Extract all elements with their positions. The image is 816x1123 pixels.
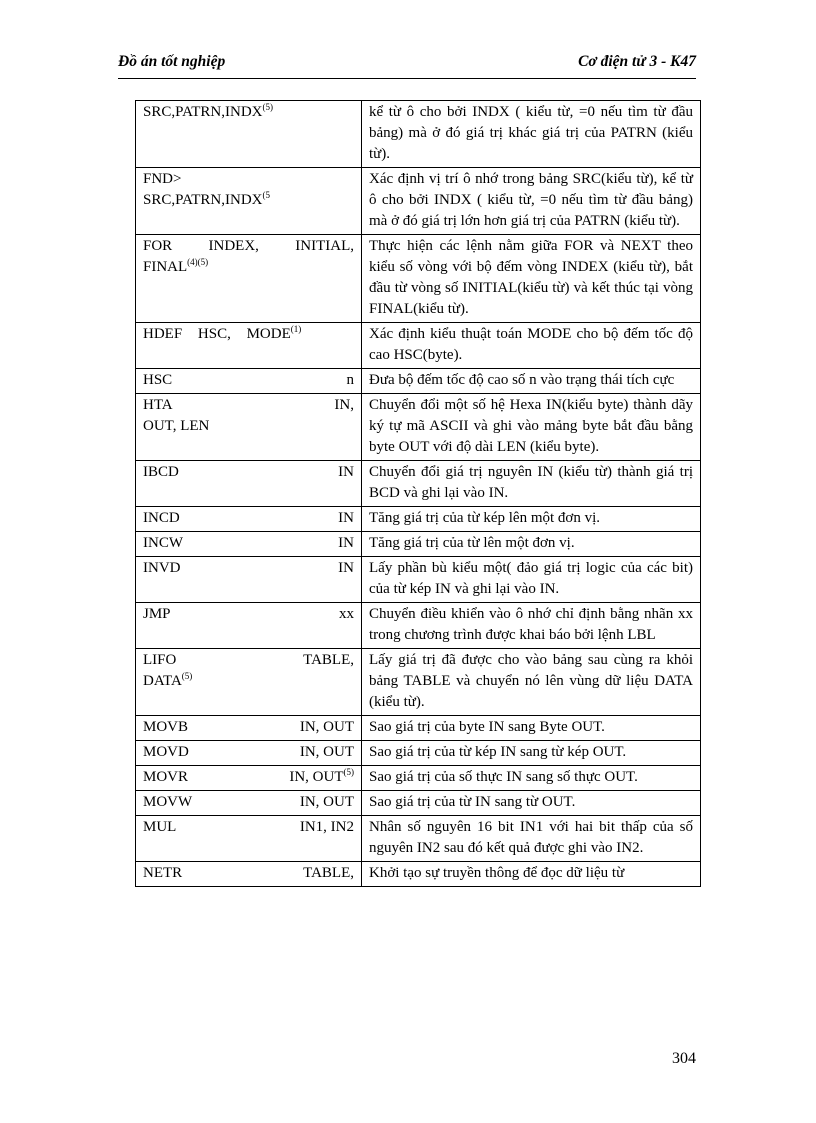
footnote-marker: (5) [343,767,354,777]
instruction-cell [136,557,362,603]
instruction-mnemonic: HDEF HSC, MODE [143,326,291,342]
instruction-line [143,650,354,671]
table-row [136,791,701,816]
instruction-line [143,817,354,838]
instruction-mnemonic: INVD [143,560,181,576]
description-cell: Nhân số nguyên 16 bit IN1 với hai bit thấp của số nguyên IN2 sau đó kết quả được ghi vào IN2. [362,816,701,862]
instruction-line [143,533,354,554]
instruction-cell [136,791,362,816]
instruction-operands: IN [338,510,354,526]
instruction-line [143,102,354,123]
instruction-operands: OUT, LEN [143,418,210,434]
description-cell: Tăng giá trị của từ kép lên một đơn vị. [362,507,701,532]
instruction-cell [136,716,362,741]
instruction-cell [136,603,362,649]
table-row [136,101,701,168]
instruction-line [143,792,354,813]
instruction-line [143,767,354,788]
description-cell: Sao giá trị của số thực IN sang số thực OUT. [362,766,701,791]
description-cell: Khởi tạo sự truyền thông để đọc dữ liệu từ [362,862,701,887]
table-row [136,603,701,649]
instruction-line [143,604,354,625]
instruction-cell [136,766,362,791]
table-row [136,716,701,741]
instruction-operands: IN [338,535,354,551]
instruction-line [143,671,354,692]
instruction-operands: n [346,372,354,388]
instruction-mnemonic: MOVW [143,794,193,810]
description-cell: kể từ ô cho bởi INDX ( kiểu từ, =0 nếu tìm từ đầu bảng) mà ở đó giá trị khác giá trị của PATRN (kiểu từ). [362,101,701,168]
instruction-cell [136,816,362,862]
instruction-cell [136,862,362,887]
instruction-operands: IN, [334,397,354,413]
description-cell: Xác định kiểu thuật toán MODE cho bộ đếm tốc độ cao HSC(byte). [362,323,701,369]
instruction-operands: FINAL [143,259,188,275]
table-row [136,557,701,603]
instruction-cell [136,649,362,716]
instruction-operands: IN [338,560,354,576]
instruction-line [143,462,354,483]
instruction-line [143,558,354,579]
footnote-marker: (5) [181,671,193,681]
header-left-title: Đồ án tốt nghiệp [118,53,226,70]
description-cell: Xác định vị trí ô nhớ trong bảng SRC(kiểu từ), kể từ ô cho bởi INDX ( kiểu từ, =0 nếu tìm từ đầu bảng) mà ở đó giá trị lớn hơn giá trị của PATRN (kiểu từ). [362,168,701,235]
instruction-cell [136,394,362,461]
description-cell: Chuyển đổi giá trị nguyên IN (kiểu từ) thành giá trị BCD và ghi lại vào IN. [362,461,701,507]
instruction-table [135,100,701,887]
description-cell: Sao giá trị của byte IN sang Byte OUT. [362,716,701,741]
instruction-mnemonic: MOVD [143,744,189,760]
table-row [136,862,701,887]
instruction-operands: IN, OUT [289,769,344,785]
description-cell: Sao giá trị của từ IN sang từ OUT. [362,791,701,816]
table-row [136,235,701,323]
instruction-line [143,742,354,763]
instruction-cell [136,101,362,168]
page-header [118,50,696,79]
instruction-mnemonic: FOR INDEX, INITIAL, [143,238,354,254]
description-cell: Sao giá trị của từ kép IN sang từ kép OUT. [362,741,701,766]
instruction-cell [136,323,362,369]
instruction-mnemonic: MUL [143,819,177,835]
instruction-operands: DATA [143,673,182,689]
instruction-mnemonic: FND> [143,171,182,187]
instruction-operands: TABLE, [303,865,354,881]
instruction-operands: IN, OUT [299,719,354,735]
description-cell: Lấy giá trị đã được cho vào bảng sau cùng ra khỏi bảng TABLE và chuyển nó lên vùng dữ liệu DATA (kiểu từ). [362,649,701,716]
table-row [136,532,701,557]
footnote-marker: (1) [290,324,302,334]
instruction-operands: IN1, IN2 [299,819,354,835]
table-row [136,394,701,461]
instruction-cell [136,235,362,323]
instruction-cell [136,532,362,557]
table-row [136,323,701,369]
instruction-line [143,190,354,211]
instruction-mnemonic: NETR [143,865,183,881]
instruction-cell [136,461,362,507]
instruction-mnemonic: JMP [143,606,171,622]
footnote-marker: (4)(5) [187,257,209,267]
instruction-line [143,324,354,345]
table-row [136,649,701,716]
description-cell: Đưa bộ đếm tốc độ cao số n vào trạng thái tích cực [362,369,701,394]
instruction-line [143,395,354,416]
table-row [136,168,701,235]
instruction-mnemonic: LIFO [143,652,177,668]
instruction-line [143,169,354,190]
description-cell: Lấy phần bù kiểu một( đảo giá trị logic của các bit) của từ kép IN và ghi lại vào IN. [362,557,701,603]
instruction-mnemonic: IBCD [143,464,179,480]
description-cell: Tăng giá trị của từ lên một đơn vị. [362,532,701,557]
instruction-line [143,257,354,278]
header-right-title: Cơ điện tử 3 - K47 [578,53,696,70]
table-row [136,816,701,862]
page-number: 304 [672,1050,696,1067]
instruction-line [143,508,354,529]
instruction-line [143,717,354,738]
instruction-line [143,416,354,437]
description-cell: Chuyển điều khiển vào ô nhớ chỉ định bằng nhãn xx trong chương trình được khai báo bởi lệnh LBL [362,603,701,649]
instruction-operands: xx [339,606,354,622]
instruction-cell [136,741,362,766]
instruction-mnemonic: SRC,PATRN,INDX [143,104,263,120]
instruction-line [143,863,354,884]
table-row [136,369,701,394]
instruction-mnemonic: INCD [143,510,180,526]
instruction-operands: IN [338,464,354,480]
instruction-mnemonic: HTA [143,397,173,413]
description-cell: Chuyển đổi một số hệ Hexa IN(kiểu byte) thành dãy ký tự mã ASCII và ghi vào mảng byte bắt đầu bằng byte OUT với độ dài LEN (kiểu byte). [362,394,701,461]
instruction-cell [136,168,362,235]
footnote-marker: (5 [262,190,270,200]
instruction-operands: SRC,PATRN,INDX [143,192,263,208]
table-row [136,766,701,791]
instruction-operands: TABLE, [303,652,354,668]
table-row [136,461,701,507]
instruction-line [143,370,354,391]
table-row [136,741,701,766]
instruction-mnemonic: MOVB [143,719,189,735]
instruction-mnemonic: HSC [143,372,173,388]
instruction-line [143,236,354,257]
instruction-operands: IN, OUT [299,744,354,760]
footnote-marker: (5) [262,102,273,112]
instruction-cell [136,369,362,394]
instruction-mnemonic: INCW [143,535,183,551]
table-row [136,507,701,532]
description-cell: Thực hiện các lệnh nằm giữa FOR và NEXT theo kiểu số vòng với bộ đếm vòng INDEX (kiểu từ), bắt đầu từ vòng số INITIAL(kiểu từ) và kết thúc tại vòng FINAL(kiểu từ). [362,235,701,323]
instruction-operands: IN, OUT [299,794,354,810]
instruction-mnemonic: MOVR [143,769,189,785]
instruction-cell [136,507,362,532]
